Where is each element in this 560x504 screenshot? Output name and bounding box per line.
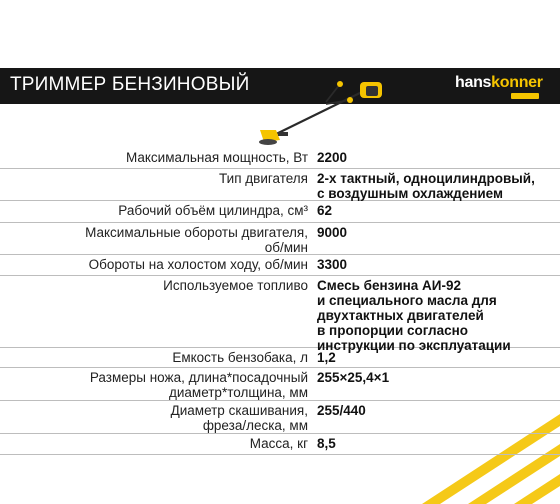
spec-row-fuel xyxy=(0,276,560,353)
spec-row-tank xyxy=(0,348,560,368)
spec-row-engine-type xyxy=(0,169,560,201)
spec-row-cutting-diameter xyxy=(0,401,560,434)
spec-value: 255×25,4×1 xyxy=(317,370,390,385)
spec-label: Обороты на холостом ходу, об/мин xyxy=(88,257,308,272)
brand-logo xyxy=(455,74,555,100)
spec-row-max-rpm xyxy=(0,223,560,255)
spec-value: 2200 xyxy=(317,150,348,165)
trimmer-image xyxy=(256,72,396,148)
spec-value: 2-х тактный, одноцилиндровый, с воздушным охлаждением xyxy=(317,171,535,201)
spec-value: 3300 xyxy=(317,257,348,272)
spec-row-displacement xyxy=(0,201,560,223)
spec-row-idle-rpm xyxy=(0,255,560,276)
spec-value: 8,5 xyxy=(317,436,336,451)
brand-logo-text xyxy=(455,74,543,92)
spec-label: Тип двигателя xyxy=(219,171,308,186)
brand-badge xyxy=(511,93,539,99)
spec-label: Диаметр скашивания, фреза/леска, мм xyxy=(170,403,308,433)
spec-label: Масса, кг xyxy=(249,436,308,451)
spec-value: 9000 xyxy=(317,225,348,240)
spec-value: Смесь бензина АИ-92 и специального масла для двухтактных двигателей в пропорции согласно инструкции по эксплуатации xyxy=(317,278,511,353)
page-title: ТРИММЕР БЕНЗИНОВЫЙ xyxy=(10,74,250,95)
spec-row-weight xyxy=(0,434,560,455)
spec-value: 62 xyxy=(317,203,333,218)
spec-label: Максимальная мощность, Вт xyxy=(125,150,308,165)
spec-table xyxy=(0,148,560,455)
spec-label: Используемое топливо xyxy=(163,278,308,293)
spec-row-blade xyxy=(0,368,560,401)
spec-value: 255/440 xyxy=(317,403,366,418)
spec-label: Размеры ножа, длина*посадочный диаметр*толщина, мм xyxy=(89,370,308,400)
spec-value: 1,2 xyxy=(317,350,336,365)
spec-label: Максимальные обороты двигателя, об/мин xyxy=(85,225,308,255)
spec-row-power xyxy=(0,148,560,169)
spec-label: Рабочий объём цилиндра, см³ xyxy=(118,203,308,218)
brand-prefix: hans xyxy=(455,74,492,91)
spec-label: Емкость бензобака, л xyxy=(172,350,308,365)
brand-suffix: konner xyxy=(491,74,543,91)
